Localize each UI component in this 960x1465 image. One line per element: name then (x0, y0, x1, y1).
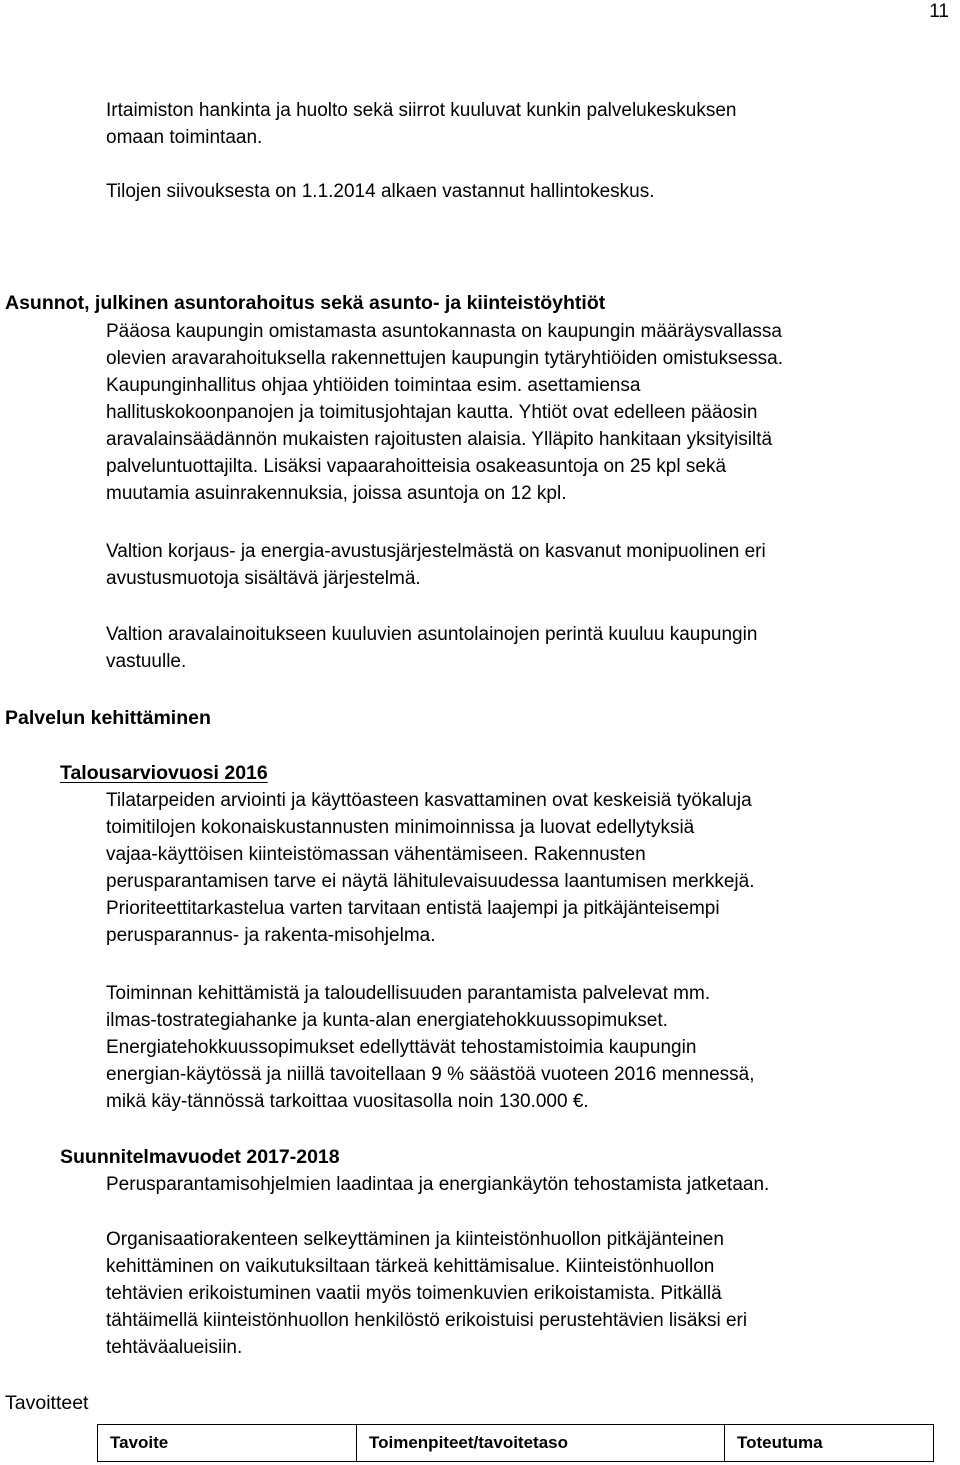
budget-year-paragraph-2 (106, 980, 755, 1115)
housing-heading: Asunnot, julkinen asuntorahoitus sekä asunto- ja kiinteistöyhtiöt (5, 292, 606, 314)
text-line: Tilatarpeiden arviointi ja käyttöasteen kasvattaminen ovat keskeisiä työkaluja (106, 790, 752, 811)
text-line: Organisaatiorakenteen selkeyttäminen ja kiinteistönhuollon pitkäjänteinen (106, 1229, 724, 1250)
text-line: Valtion korjaus- ja energia-avustusjärjestelmästä on kasvanut monipuolinen eri (106, 541, 766, 562)
text-line: Energiatehokkuussopimukset edellyttävät tehostamistoimia kaupungin (106, 1037, 697, 1058)
text-line: Perusparantamisohjelmien laadintaa ja energiankäytön tehostamista jatketaan. (106, 1174, 770, 1195)
text-line: aravalainsäädännön mukaisten rajoitusten alaisia. Ylläpito hankitaan yksityisiltä (106, 429, 773, 450)
text-line: mikä käy-tännössä tarkoittaa vuositasolla noin 130.000 €. (106, 1091, 589, 1112)
intro-paragraph-1 (106, 97, 737, 151)
text-line: Toiminnan kehittämistä ja taloudellisuuden parantamista palvelevat mm. (106, 983, 711, 1004)
text-line: toimitilojen kokonaiskustannusten minimoinnissa ja luovat edellytyksiä (106, 817, 695, 838)
development-heading: Palvelun kehittäminen (5, 707, 211, 729)
text-line: vastuulle. (106, 651, 187, 672)
text-line: tähtäimellä kiinteistönhuollon henkilöstö erikoistuisi perustehtävien lisäksi eri (106, 1310, 748, 1331)
plan-years-paragraph-2 (106, 1226, 747, 1361)
table-header-cell: Toimenpiteet/tavoitetaso (357, 1425, 725, 1462)
budget-year-heading: Talousarviovuosi 2016 (60, 762, 268, 784)
text-line: Irtaimiston hankinta ja huolto sekä siirrot kuuluvat kunkin palvelukeskuksen (106, 100, 737, 121)
text-line: perusparantamisen tarve ei näytä lähitulevaisuudessa laantumisen merkkejä. (106, 871, 755, 892)
text-line: Pääosa kaupungin omistamasta asuntokannasta on kaupungin määräysvallassa (106, 321, 782, 342)
text-line: olevien aravarahoituksella rakennettujen kaupungin tytäryhtiöiden omistuksessa. (106, 348, 784, 369)
plan-years-heading: Suunnitelmavuodet 2017-2018 (60, 1146, 340, 1168)
housing-paragraph-2 (106, 538, 766, 592)
text-line: tehtävien erikoistuminen vaatii myös toimenkuvien erikoistamista. Pitkällä (106, 1283, 722, 1304)
text-line: muutamia asuinrakennuksia, joissa asuntoja on 12 kpl. (106, 483, 567, 504)
goals-table (97, 1424, 934, 1462)
text-line: Kaupunginhallitus ohjaa yhtiöiden toimintaa esim. asettamiensa (106, 375, 641, 396)
intro-paragraph-2 (106, 178, 655, 205)
text-line: ilmas-tostrategiahanke ja kunta-alan energiatehokkuussopimukset. (106, 1010, 668, 1031)
text-line: omaan toimintaan. (106, 127, 263, 148)
table-header-cell: Toteutuma (725, 1425, 934, 1462)
housing-paragraph-3 (106, 621, 757, 675)
text-line: hallituskokoonpanojen ja toimitusjohtajan kautta. Yhtiöt ovat edelleen pääosin (106, 402, 758, 423)
text-line: palveluntuottajilta. Lisäksi vapaarahoitteisia osakeasuntoja on 25 kpl sekä (106, 456, 727, 477)
text-line: vajaa-käyttöisen kiinteistömassan vähentämiseen. Rakennusten (106, 844, 646, 865)
goals-heading: Tavoitteet (5, 1392, 89, 1414)
text-line: kehittäminen on vaikutuksiltaan tärkeä kehittämisalue. Kiinteistönhuollon (106, 1256, 715, 1277)
text-line: Prioriteettitarkastelua varten tarvitaan entistä laajempi ja pitkäjänteisempi (106, 898, 720, 919)
text-line: perusparannus- ja rakenta-misohjelma. (106, 925, 436, 946)
text-line: Valtion aravalainoitukseen kuuluvien asuntolainojen perintä kuuluu kaupungin (106, 624, 758, 645)
plan-years-paragraph-1 (106, 1171, 769, 1198)
text-line: Tilojen siivouksesta on 1.1.2014 alkaen vastannut hallintokeskus. (106, 181, 655, 202)
housing-paragraph-1 (106, 318, 783, 507)
text-line: avustusmuotoja sisältävä järjestelmä. (106, 568, 421, 589)
text-line: energian-käytössä ja niillä tavoitellaan 9 % säästöä vuoteen 2016 mennessä, (106, 1064, 755, 1085)
text-line: tehtäväalueisiin. (106, 1337, 243, 1358)
table-header-cell: Tavoite (98, 1425, 357, 1462)
table-header-row (98, 1425, 934, 1462)
budget-year-paragraph-1 (106, 787, 754, 949)
page-number: 11 (929, 1, 949, 22)
